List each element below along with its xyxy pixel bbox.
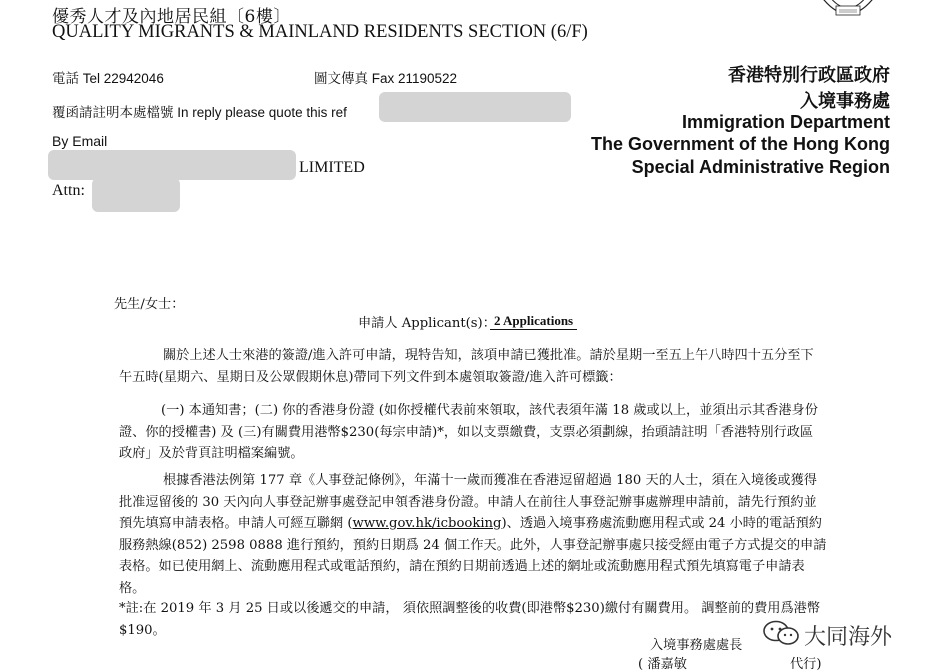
applicant-label: 申請人 Applicant(s)： — [358, 316, 496, 331]
applicant-count: 2 Applications — [490, 313, 577, 330]
attn-label: Attn: — [52, 182, 85, 199]
fax-number: 圖文傳真 Fax 21190522 — [314, 71, 458, 86]
section-title-cn: 優秀人才及內地居民組〔6樓〕 — [52, 7, 291, 27]
section-title-en: QUALITY MIGRANTS & MAINLAND RESIDENTS SECTION (6/F) — [52, 22, 588, 42]
wechat-icon — [760, 619, 804, 647]
registration-paragraph — [119, 470, 829, 599]
department-name-en: Immigration Department — [681, 112, 890, 132]
government-name-en-line2: Special Administrative Region — [631, 157, 890, 177]
reference-label: 覆函請註明本處檔號 In reply please quote this ref — [52, 105, 347, 120]
department-name-cn: 入境事務處 — [800, 91, 890, 112]
icbooking-link[interactable]: www.gov.hk/icbooking — [352, 516, 502, 531]
salutation: 先生/女士： — [114, 297, 185, 312]
redacted-company-name — [48, 150, 296, 180]
government-name-cn: 香港特別行政區政府 — [728, 65, 890, 86]
government-name-en-line1: The Government of the Hong Kong — [591, 134, 890, 154]
fee-note: *註:在 2019 年 3 月 25 日或以後遞交的申請， 須依照調整後的收費(即港幣$230)繳付有關費用。 調整前的費用爲港幣$190。 — [119, 601, 821, 638]
company-suffix: LIMITED — [299, 159, 365, 176]
watermark-text: 大同海外 — [804, 625, 893, 650]
registration-text-part1: 根據香港法例第 177 章《人事登記條例》，年滿十一歲而獲准在香港逗留超過 180 天的人士，須在入境後或獲得批准逗留後的 30 天內向人事登記辦事處登記申領香港身份證。申請人在前往人事登記辦事處辦理申請前，請先行預約並預先填寫申請表格。申請人可經互聯網 ( — [119, 473, 817, 531]
documents-paragraph: (一) 本通知書；(二) 你的香港身份證 (如你授權代表前來領取，該代表須年滿 18 歲或以上，並須出示其香港身份證、你的授權書) 及 (三)有關費用港幣$230(每宗申請)*，如以支票繳費，支票必須劃線，抬頭請註明「香港特別行政區政府」及於背頁註明檔案編號。 — [119, 403, 818, 461]
signatory-name: ( 潘嘉敏 — [638, 657, 687, 672]
approval-paragraph: 關於上述人士來港的簽證/進入許可申請，現特告知，該項申請已獲批准。請於星期一至五上午八時四十五分至下午五時(星期六、星期日及公眾假期休息)帶同下列文件到本處領取簽證/進入許可標籤： — [119, 348, 814, 385]
redacted-reference — [379, 92, 571, 122]
signatory-on-behalf: 代行) — [790, 657, 822, 672]
tel-number: 電話 Tel 22942046 — [52, 71, 164, 86]
redacted-attention-name — [92, 178, 180, 212]
hksar-crest-icon — [812, 0, 884, 32]
registration-text-part2: )、透過入境事務處流動應用程式或 24 小時的電話預約服務熱線(852) 2598 0888 進行預約，預約日期爲 24 個工作天。此外，人事登記辦事處只接受經由電子方式提交的申請表格。如已使用網上、流動應用程式或電話預約，請在預約日期前透過上述的網址或流動應用程式預先填寫電子申請表格。 — [119, 516, 827, 596]
by-email-label: By Email — [52, 133, 108, 149]
signatory-title: 入境事務處處長 — [650, 638, 743, 653]
